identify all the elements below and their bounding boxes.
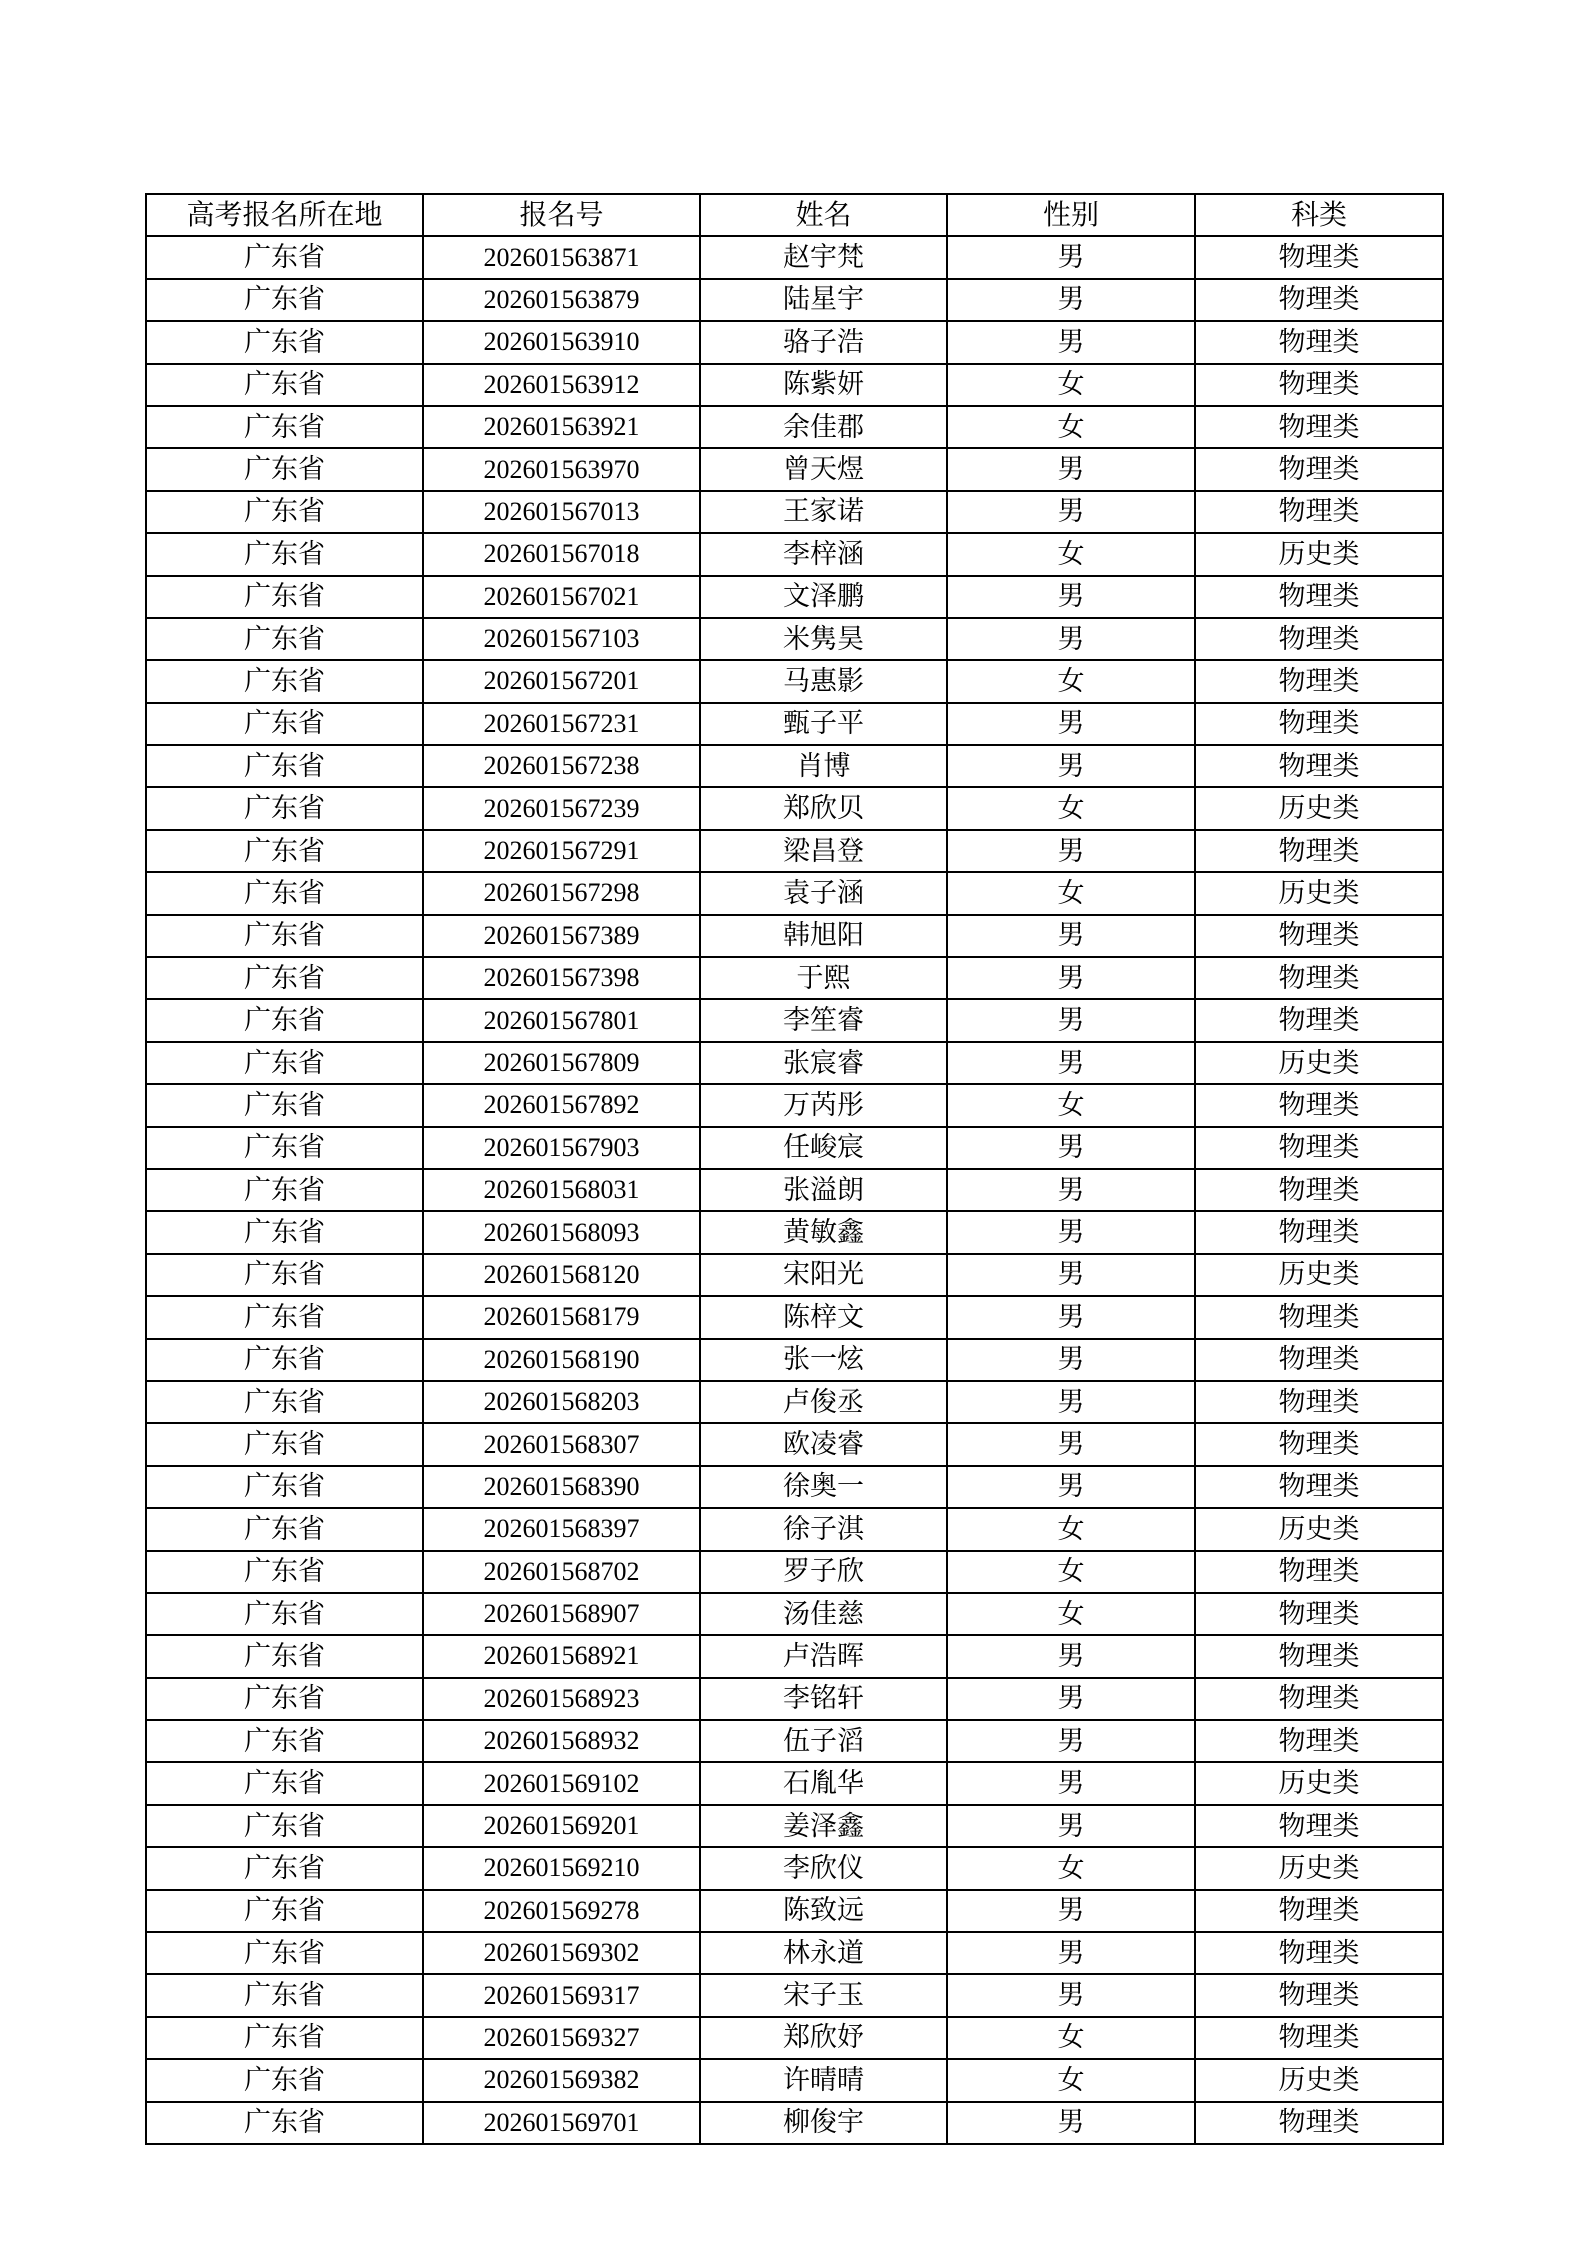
table-row bbox=[146, 1127, 1443, 1169]
cell-subject-category: 物理类 bbox=[1195, 745, 1443, 787]
cell-name: 陈致远 bbox=[700, 1890, 947, 1932]
cell-registration-number: 202601563970 bbox=[423, 448, 700, 490]
cell-name: 曾天煜 bbox=[700, 448, 947, 490]
cell-registration-number: 202601568307 bbox=[423, 1423, 700, 1465]
cell-gender: 男 bbox=[947, 236, 1195, 278]
cell-name: 李铭轩 bbox=[700, 1678, 947, 1720]
cell-registration-number: 202601568120 bbox=[423, 1254, 700, 1296]
cell-gender: 男 bbox=[947, 1169, 1195, 1211]
table-row bbox=[146, 1805, 1443, 1847]
cell-gender: 男 bbox=[947, 1339, 1195, 1381]
table-row bbox=[146, 1593, 1443, 1635]
cell-exam-location: 广东省 bbox=[146, 999, 423, 1041]
cell-exam-location: 广东省 bbox=[146, 618, 423, 660]
cell-name: 李梓涵 bbox=[700, 533, 947, 575]
table-row bbox=[146, 957, 1443, 999]
cell-gender: 男 bbox=[947, 830, 1195, 872]
cell-registration-number: 202601569317 bbox=[423, 1974, 700, 2016]
cell-subject-category: 历史类 bbox=[1195, 1847, 1443, 1889]
table-row bbox=[146, 1423, 1443, 1465]
cell-exam-location: 广东省 bbox=[146, 1127, 423, 1169]
cell-registration-number: 202601563910 bbox=[423, 321, 700, 363]
cell-name: 万芮彤 bbox=[700, 1084, 947, 1126]
cell-subject-category: 物理类 bbox=[1195, 1932, 1443, 1974]
cell-name: 徐子淇 bbox=[700, 1508, 947, 1550]
cell-name: 陈紫妍 bbox=[700, 364, 947, 406]
cell-gender: 女 bbox=[947, 1551, 1195, 1593]
cell-name: 于熙 bbox=[700, 957, 947, 999]
cell-registration-number: 202601568907 bbox=[423, 1593, 700, 1635]
cell-registration-number: 202601568203 bbox=[423, 1381, 700, 1423]
cell-gender: 男 bbox=[947, 1762, 1195, 1804]
cell-name: 郑欣妤 bbox=[700, 2017, 947, 2059]
cell-registration-number: 202601569210 bbox=[423, 1847, 700, 1889]
header-gender: 性别 bbox=[947, 194, 1195, 236]
cell-exam-location: 广东省 bbox=[146, 1254, 423, 1296]
cell-gender: 男 bbox=[947, 1974, 1195, 2016]
cell-subject-category: 物理类 bbox=[1195, 915, 1443, 957]
cell-gender: 女 bbox=[947, 1508, 1195, 1550]
cell-registration-number: 202601567291 bbox=[423, 830, 700, 872]
cell-name: 文泽鹏 bbox=[700, 576, 947, 618]
cell-exam-location: 广东省 bbox=[146, 660, 423, 702]
cell-exam-location: 广东省 bbox=[146, 1805, 423, 1847]
cell-exam-location: 广东省 bbox=[146, 1593, 423, 1635]
cell-name: 赵宇梵 bbox=[700, 236, 947, 278]
cell-gender: 男 bbox=[947, 448, 1195, 490]
cell-gender: 男 bbox=[947, 1423, 1195, 1465]
table-row bbox=[146, 279, 1443, 321]
table-row bbox=[146, 703, 1443, 745]
cell-subject-category: 物理类 bbox=[1195, 2017, 1443, 2059]
table-row bbox=[146, 915, 1443, 957]
cell-gender: 男 bbox=[947, 1127, 1195, 1169]
cell-gender: 男 bbox=[947, 279, 1195, 321]
cell-registration-number: 202601569278 bbox=[423, 1890, 700, 1932]
cell-registration-number: 202601568031 bbox=[423, 1169, 700, 1211]
cell-registration-number: 202601567201 bbox=[423, 660, 700, 702]
cell-gender: 男 bbox=[947, 2102, 1195, 2144]
cell-subject-category: 物理类 bbox=[1195, 957, 1443, 999]
cell-gender: 女 bbox=[947, 533, 1195, 575]
cell-gender: 男 bbox=[947, 999, 1195, 1041]
cell-subject-category: 历史类 bbox=[1195, 2059, 1443, 2101]
table-row bbox=[146, 1042, 1443, 1084]
table-row bbox=[146, 321, 1443, 363]
cell-registration-number: 202601567021 bbox=[423, 576, 700, 618]
cell-name: 甄子平 bbox=[700, 703, 947, 745]
cell-subject-category: 物理类 bbox=[1195, 1466, 1443, 1508]
cell-subject-category: 历史类 bbox=[1195, 787, 1443, 829]
cell-name: 宋阳光 bbox=[700, 1254, 947, 1296]
cell-exam-location: 广东省 bbox=[146, 1042, 423, 1084]
cell-registration-number: 202601567013 bbox=[423, 491, 700, 533]
table-body bbox=[146, 236, 1443, 2144]
table-row bbox=[146, 1381, 1443, 1423]
table-row bbox=[146, 1635, 1443, 1677]
cell-name: 骆子浩 bbox=[700, 321, 947, 363]
table-row bbox=[146, 1974, 1443, 2016]
cell-name: 陆星宇 bbox=[700, 279, 947, 321]
cell-exam-location: 广东省 bbox=[146, 915, 423, 957]
cell-gender: 男 bbox=[947, 1805, 1195, 1847]
cell-registration-number: 202601567298 bbox=[423, 872, 700, 914]
cell-name: 黄敏鑫 bbox=[700, 1211, 947, 1253]
cell-subject-category: 物理类 bbox=[1195, 1423, 1443, 1465]
cell-subject-category: 物理类 bbox=[1195, 576, 1443, 618]
cell-exam-location: 广东省 bbox=[146, 576, 423, 618]
cell-registration-number: 202601563921 bbox=[423, 406, 700, 448]
cell-subject-category: 物理类 bbox=[1195, 1678, 1443, 1720]
cell-name: 米隽昊 bbox=[700, 618, 947, 660]
table-row bbox=[146, 491, 1443, 533]
table-row bbox=[146, 745, 1443, 787]
cell-registration-number: 202601568921 bbox=[423, 1635, 700, 1677]
cell-gender: 男 bbox=[947, 1381, 1195, 1423]
cell-gender: 男 bbox=[947, 576, 1195, 618]
cell-exam-location: 广东省 bbox=[146, 1339, 423, 1381]
cell-registration-number: 202601568190 bbox=[423, 1339, 700, 1381]
cell-subject-category: 物理类 bbox=[1195, 1381, 1443, 1423]
cell-gender: 男 bbox=[947, 618, 1195, 660]
cell-registration-number: 202601568179 bbox=[423, 1296, 700, 1338]
table-row bbox=[146, 1847, 1443, 1889]
cell-name: 罗子欣 bbox=[700, 1551, 947, 1593]
cell-registration-number: 202601569701 bbox=[423, 2102, 700, 2144]
header-row bbox=[146, 194, 1443, 236]
cell-registration-number: 202601563879 bbox=[423, 279, 700, 321]
cell-registration-number: 202601568702 bbox=[423, 1551, 700, 1593]
cell-subject-category: 物理类 bbox=[1195, 1890, 1443, 1932]
cell-subject-category: 物理类 bbox=[1195, 1084, 1443, 1126]
cell-registration-number: 202601568390 bbox=[423, 1466, 700, 1508]
table-row bbox=[146, 1296, 1443, 1338]
cell-subject-category: 历史类 bbox=[1195, 1762, 1443, 1804]
cell-gender: 男 bbox=[947, 957, 1195, 999]
table-row bbox=[146, 1254, 1443, 1296]
header-exam-location: 高考报名所在地 bbox=[146, 194, 423, 236]
cell-name: 李笙睿 bbox=[700, 999, 947, 1041]
table-row bbox=[146, 448, 1443, 490]
header-registration-number: 报名号 bbox=[423, 194, 700, 236]
cell-subject-category: 物理类 bbox=[1195, 1211, 1443, 1253]
cell-gender: 男 bbox=[947, 321, 1195, 363]
cell-exam-location: 广东省 bbox=[146, 745, 423, 787]
cell-gender: 女 bbox=[947, 872, 1195, 914]
cell-registration-number: 202601567238 bbox=[423, 745, 700, 787]
table-row bbox=[146, 1551, 1443, 1593]
cell-exam-location: 广东省 bbox=[146, 957, 423, 999]
cell-exam-location: 广东省 bbox=[146, 2102, 423, 2144]
cell-registration-number: 202601569201 bbox=[423, 1805, 700, 1847]
cell-exam-location: 广东省 bbox=[146, 1635, 423, 1677]
cell-subject-category: 历史类 bbox=[1195, 872, 1443, 914]
cell-name: 郑欣贝 bbox=[700, 787, 947, 829]
cell-registration-number: 202601567231 bbox=[423, 703, 700, 745]
cell-gender: 男 bbox=[947, 1211, 1195, 1253]
cell-subject-category: 物理类 bbox=[1195, 406, 1443, 448]
cell-subject-category: 物理类 bbox=[1195, 321, 1443, 363]
cell-name: 石胤华 bbox=[700, 1762, 947, 1804]
cell-registration-number: 202601567103 bbox=[423, 618, 700, 660]
table-row bbox=[146, 1466, 1443, 1508]
cell-exam-location: 广东省 bbox=[146, 321, 423, 363]
cell-exam-location: 广东省 bbox=[146, 1762, 423, 1804]
cell-registration-number: 202601567018 bbox=[423, 533, 700, 575]
cell-registration-number: 202601567239 bbox=[423, 787, 700, 829]
cell-subject-category: 物理类 bbox=[1195, 1169, 1443, 1211]
cell-name: 韩旭阳 bbox=[700, 915, 947, 957]
cell-gender: 女 bbox=[947, 1847, 1195, 1889]
cell-exam-location: 广东省 bbox=[146, 406, 423, 448]
cell-name: 余佳郡 bbox=[700, 406, 947, 448]
cell-gender: 男 bbox=[947, 1042, 1195, 1084]
cell-exam-location: 广东省 bbox=[146, 2017, 423, 2059]
cell-exam-location: 广东省 bbox=[146, 787, 423, 829]
cell-subject-category: 物理类 bbox=[1195, 999, 1443, 1041]
cell-registration-number: 202601568397 bbox=[423, 1508, 700, 1550]
table-row bbox=[146, 2102, 1443, 2144]
table-row bbox=[146, 787, 1443, 829]
table-row bbox=[146, 830, 1443, 872]
table-row bbox=[146, 2059, 1443, 2101]
cell-name: 卢浩晖 bbox=[700, 1635, 947, 1677]
cell-name: 任峻宸 bbox=[700, 1127, 947, 1169]
cell-exam-location: 广东省 bbox=[146, 1211, 423, 1253]
cell-subject-category: 物理类 bbox=[1195, 660, 1443, 702]
table-row bbox=[146, 1169, 1443, 1211]
cell-exam-location: 广东省 bbox=[146, 1847, 423, 1889]
cell-gender: 男 bbox=[947, 1678, 1195, 1720]
cell-exam-location: 广东省 bbox=[146, 491, 423, 533]
roster-table bbox=[145, 193, 1444, 2145]
cell-gender: 男 bbox=[947, 745, 1195, 787]
table-row bbox=[146, 1508, 1443, 1550]
cell-exam-location: 广东省 bbox=[146, 1169, 423, 1211]
cell-subject-category: 历史类 bbox=[1195, 533, 1443, 575]
cell-name: 肖博 bbox=[700, 745, 947, 787]
cell-name: 陈梓文 bbox=[700, 1296, 947, 1338]
cell-subject-category: 历史类 bbox=[1195, 1254, 1443, 1296]
cell-subject-category: 物理类 bbox=[1195, 1551, 1443, 1593]
cell-subject-category: 物理类 bbox=[1195, 1974, 1443, 2016]
cell-registration-number: 202601563912 bbox=[423, 364, 700, 406]
cell-name: 宋子玉 bbox=[700, 1974, 947, 2016]
cell-name: 王家诺 bbox=[700, 491, 947, 533]
cell-exam-location: 广东省 bbox=[146, 1381, 423, 1423]
cell-name: 张溢朗 bbox=[700, 1169, 947, 1211]
cell-exam-location: 广东省 bbox=[146, 1720, 423, 1762]
cell-subject-category: 物理类 bbox=[1195, 236, 1443, 278]
cell-exam-location: 广东省 bbox=[146, 1466, 423, 1508]
table-row bbox=[146, 1211, 1443, 1253]
cell-name: 张一炫 bbox=[700, 1339, 947, 1381]
table-row bbox=[146, 1720, 1443, 1762]
cell-exam-location: 广东省 bbox=[146, 279, 423, 321]
cell-gender: 男 bbox=[947, 1254, 1195, 1296]
table-row bbox=[146, 2017, 1443, 2059]
cell-subject-category: 历史类 bbox=[1195, 1508, 1443, 1550]
cell-exam-location: 广东省 bbox=[146, 1551, 423, 1593]
table-row bbox=[146, 1678, 1443, 1720]
cell-exam-location: 广东省 bbox=[146, 533, 423, 575]
table-row bbox=[146, 1762, 1443, 1804]
cell-name: 张宸睿 bbox=[700, 1042, 947, 1084]
cell-gender: 女 bbox=[947, 406, 1195, 448]
cell-registration-number: 202601568923 bbox=[423, 1678, 700, 1720]
cell-name: 伍子滔 bbox=[700, 1720, 947, 1762]
cell-subject-category: 物理类 bbox=[1195, 491, 1443, 533]
cell-subject-category: 物理类 bbox=[1195, 1635, 1443, 1677]
cell-exam-location: 广东省 bbox=[146, 1678, 423, 1720]
table-row bbox=[146, 1339, 1443, 1381]
cell-registration-number: 202601567809 bbox=[423, 1042, 700, 1084]
cell-name: 徐奥一 bbox=[700, 1466, 947, 1508]
cell-registration-number: 202601568932 bbox=[423, 1720, 700, 1762]
table-row bbox=[146, 406, 1443, 448]
cell-exam-location: 广东省 bbox=[146, 703, 423, 745]
cell-name: 欧凌睿 bbox=[700, 1423, 947, 1465]
cell-subject-category: 物理类 bbox=[1195, 364, 1443, 406]
cell-gender: 男 bbox=[947, 1635, 1195, 1677]
cell-registration-number: 202601563871 bbox=[423, 236, 700, 278]
cell-registration-number: 202601569302 bbox=[423, 1932, 700, 1974]
cell-gender: 女 bbox=[947, 1084, 1195, 1126]
cell-subject-category: 物理类 bbox=[1195, 830, 1443, 872]
cell-name: 柳俊宇 bbox=[700, 2102, 947, 2144]
cell-gender: 女 bbox=[947, 1593, 1195, 1635]
cell-registration-number: 202601568093 bbox=[423, 1211, 700, 1253]
table-row bbox=[146, 1932, 1443, 1974]
table-row bbox=[146, 364, 1443, 406]
cell-gender: 男 bbox=[947, 915, 1195, 957]
table-row bbox=[146, 576, 1443, 618]
cell-exam-location: 广东省 bbox=[146, 1890, 423, 1932]
cell-exam-location: 广东省 bbox=[146, 872, 423, 914]
header-name: 姓名 bbox=[700, 194, 947, 236]
cell-registration-number: 202601567389 bbox=[423, 915, 700, 957]
cell-exam-location: 广东省 bbox=[146, 236, 423, 278]
cell-gender: 女 bbox=[947, 2059, 1195, 2101]
cell-subject-category: 物理类 bbox=[1195, 279, 1443, 321]
table-row bbox=[146, 1084, 1443, 1126]
cell-name: 李欣仪 bbox=[700, 1847, 947, 1889]
header-subject-category: 科类 bbox=[1195, 194, 1443, 236]
cell-subject-category: 物理类 bbox=[1195, 703, 1443, 745]
table-row bbox=[146, 872, 1443, 914]
cell-name: 袁子涵 bbox=[700, 872, 947, 914]
cell-gender: 女 bbox=[947, 787, 1195, 829]
cell-subject-category: 历史类 bbox=[1195, 1042, 1443, 1084]
cell-subject-category: 物理类 bbox=[1195, 1339, 1443, 1381]
table-row bbox=[146, 533, 1443, 575]
cell-exam-location: 广东省 bbox=[146, 1296, 423, 1338]
cell-exam-location: 广东省 bbox=[146, 1508, 423, 1550]
cell-name: 卢俊丞 bbox=[700, 1381, 947, 1423]
cell-exam-location: 广东省 bbox=[146, 1932, 423, 1974]
table-row bbox=[146, 999, 1443, 1041]
cell-exam-location: 广东省 bbox=[146, 1974, 423, 2016]
cell-gender: 男 bbox=[947, 703, 1195, 745]
cell-subject-category: 物理类 bbox=[1195, 1593, 1443, 1635]
cell-exam-location: 广东省 bbox=[146, 364, 423, 406]
cell-name: 林永道 bbox=[700, 1932, 947, 1974]
cell-name: 汤佳慈 bbox=[700, 1593, 947, 1635]
cell-registration-number: 202601567801 bbox=[423, 999, 700, 1041]
cell-gender: 男 bbox=[947, 1466, 1195, 1508]
table-row bbox=[146, 1890, 1443, 1932]
cell-gender: 男 bbox=[947, 1890, 1195, 1932]
cell-registration-number: 202601567892 bbox=[423, 1084, 700, 1126]
cell-exam-location: 广东省 bbox=[146, 830, 423, 872]
table-header bbox=[146, 194, 1443, 236]
cell-name: 姜泽鑫 bbox=[700, 1805, 947, 1847]
cell-registration-number: 202601567903 bbox=[423, 1127, 700, 1169]
table-row bbox=[146, 618, 1443, 660]
cell-gender: 女 bbox=[947, 364, 1195, 406]
cell-gender: 女 bbox=[947, 2017, 1195, 2059]
cell-name: 马惠影 bbox=[700, 660, 947, 702]
cell-gender: 男 bbox=[947, 1932, 1195, 1974]
cell-name: 梁昌登 bbox=[700, 830, 947, 872]
cell-registration-number: 202601569382 bbox=[423, 2059, 700, 2101]
cell-exam-location: 广东省 bbox=[146, 448, 423, 490]
cell-subject-category: 物理类 bbox=[1195, 1296, 1443, 1338]
cell-gender: 女 bbox=[947, 660, 1195, 702]
cell-subject-category: 物理类 bbox=[1195, 1127, 1443, 1169]
cell-exam-location: 广东省 bbox=[146, 1423, 423, 1465]
table-row bbox=[146, 660, 1443, 702]
table-row bbox=[146, 236, 1443, 278]
cell-exam-location: 广东省 bbox=[146, 2059, 423, 2101]
cell-gender: 男 bbox=[947, 1296, 1195, 1338]
cell-exam-location: 广东省 bbox=[146, 1084, 423, 1126]
cell-name: 许晴晴 bbox=[700, 2059, 947, 2101]
cell-gender: 男 bbox=[947, 491, 1195, 533]
cell-subject-category: 物理类 bbox=[1195, 618, 1443, 660]
cell-gender: 男 bbox=[947, 1720, 1195, 1762]
cell-subject-category: 物理类 bbox=[1195, 1805, 1443, 1847]
cell-subject-category: 物理类 bbox=[1195, 1720, 1443, 1762]
cell-subject-category: 物理类 bbox=[1195, 448, 1443, 490]
cell-registration-number: 202601569102 bbox=[423, 1762, 700, 1804]
cell-registration-number: 202601569327 bbox=[423, 2017, 700, 2059]
cell-registration-number: 202601567398 bbox=[423, 957, 700, 999]
cell-subject-category: 物理类 bbox=[1195, 2102, 1443, 2144]
